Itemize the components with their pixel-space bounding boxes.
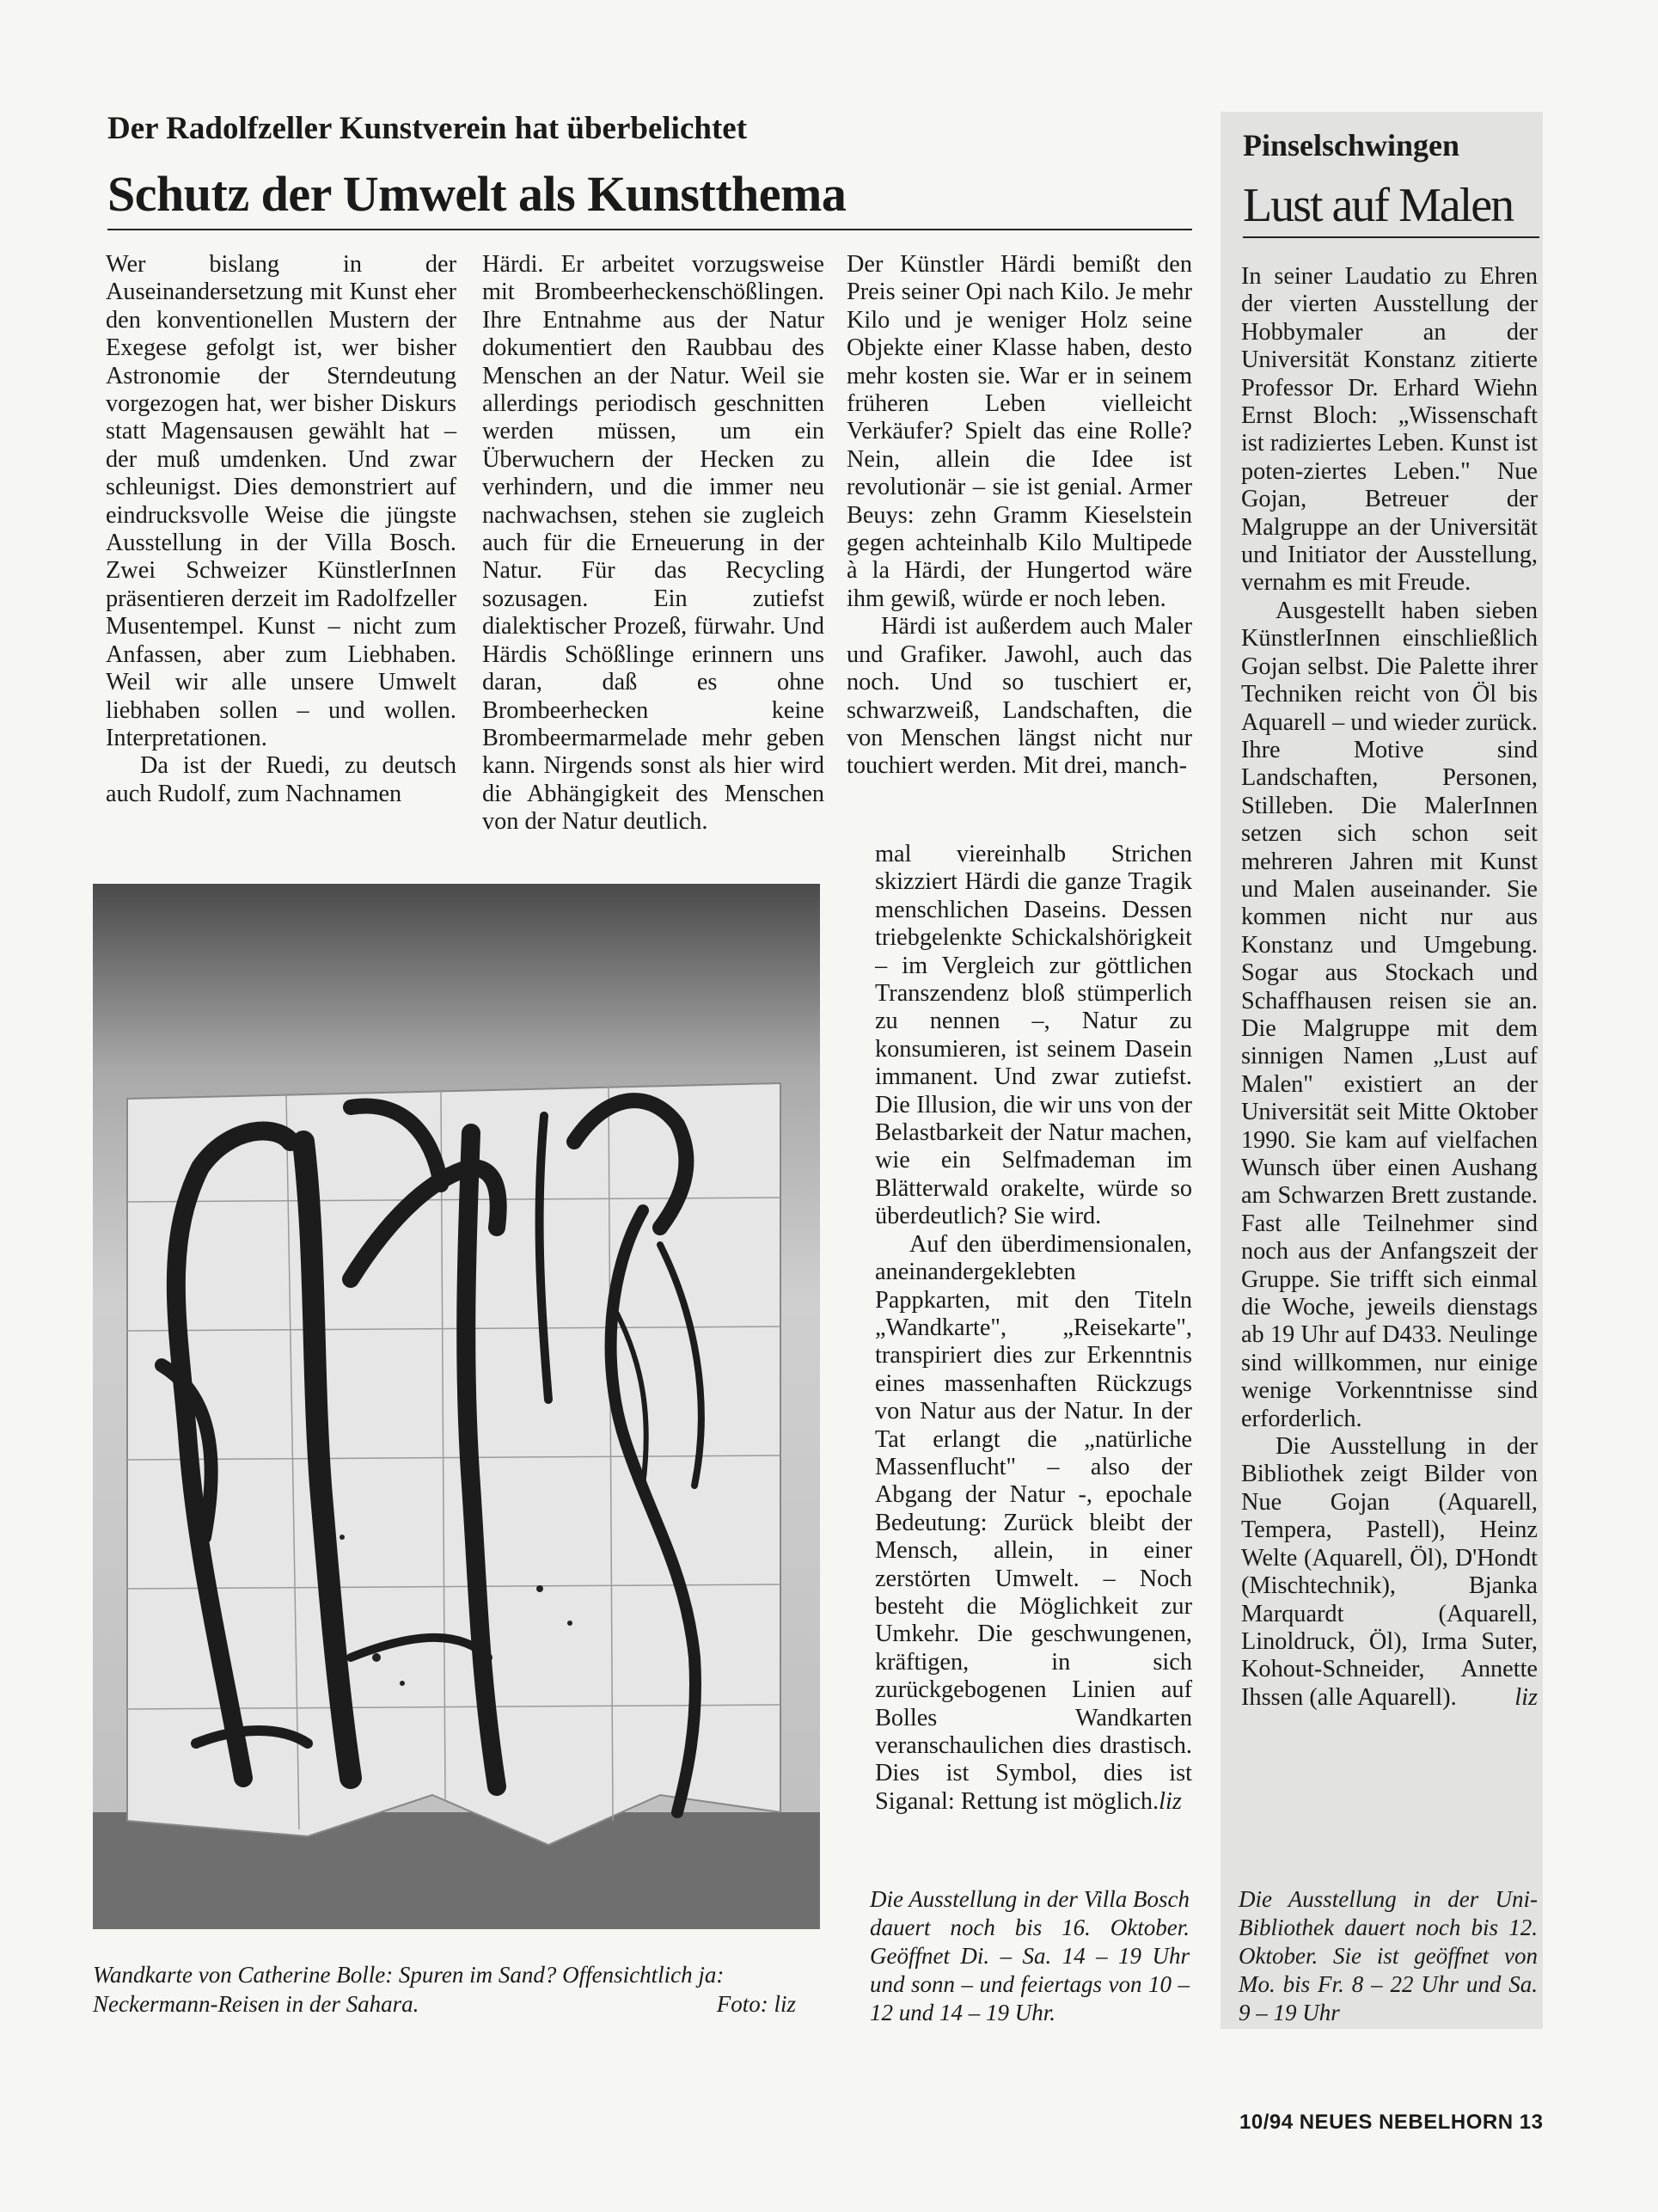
- paragraph: Härdi. Er arbeitet vorzugsweise mit Brombeerheckenschößlingen. Ihre Entnahme aus der Natur dokumentiert den Raubbau des Menschen an der Natur. Weil sie allerdings periodisch geschnitten werden müssen, um ein Überwuchern der Hecken zu verhindern, und die immer neu nachwachsen, stehen sie zugleich auch für die Erneuerung in der Natur. Für das Recycling sozusagen. Ein zutiefst dialektischer Prozeß, fürwahr. Und Härdis Schößlinge erinnern uns daran, daß es ohne Brombeerhecken keine Brombeermarmelade mehr geben kann. Nirgends sonst als hier wird die Abhängigkeit des Menschen von der Natur deutlich.: [482, 251, 824, 836]
- author-signature: liz: [1514, 1683, 1538, 1711]
- artwork-photo: [93, 884, 820, 1929]
- caption-line-2: [93, 1989, 820, 2019]
- paragraph: Ausgestellt haben sieben KünstlerInnen einschließlich Gojan selbst. Die Palette ihrer Techniken reicht von Öl bis Aquarell – und wieder zurück. Ihre Motive sind Landschaften, Personen, Stilleben. Die MalerInnen setzen sich schon seit mehreren Jahren mit Kunst und Malen auseinander. Sie kommen nicht nur aus Konstanz und Umgebung. Sogar aus Stockach und Schaffhausen reisen sie an. Die Malgruppe mit dem sinnigen Namen „Lust auf Malen" existiert an der Universität seit Mitte Oktober 1990. Sie kam auf vielfachen Wunsch über einen Aushang am Schwarzen Brett zustande. Fast alle Teilnehmer sind noch aus der Anfangszeit der Gruppe. Sie trifft sich einmal die Woche, jeweils dienstags ab 19 Uhr auf D433. Neulinge sind willkommen, nur einige wenige Vorkenntnisse sind erforderlich.: [1241, 597, 1538, 1432]
- article-column-3-continued: [875, 841, 1192, 1816]
- photo-caption: [93, 1960, 820, 2019]
- caption-text: Neckermann-Reisen in der Sahara.: [93, 1991, 419, 2017]
- sidebar-title: Lust auf Malen: [1243, 179, 1514, 232]
- caption-line: Wandkarte von Catherine Bolle: Spuren im Sand? Offensichtlich ja:: [93, 1962, 725, 1988]
- photo-credit: Foto: liz: [716, 1991, 796, 2017]
- article-column-1: [106, 251, 456, 808]
- page-footer: 10/94 NEUES NEBELHORN 13: [1239, 2111, 1544, 2134]
- article-headline: Schutz der Umwelt als Kunstthema: [107, 166, 847, 222]
- paragraph: In seiner Laudatio zu Ehren der vierten Ausstellung der Hobbymaler an der Universität Konstanz zitierte Professor Dr. Erhard Wiehn Ernst Bloch: „Wissenschaft ist radiziertes Leben. Kunst ist poten-ziertes Leben." Nue Gojan, Betreuer der Malgruppe an der Universität und Initiator der Ausstellung, vernahm es mit Freude.: [1241, 263, 1538, 597]
- article-column-2: [482, 251, 824, 836]
- paragraph: mal viereinhalb Strichen skizziert Härdi die ganze Tragik menschlichen Daseins. Dessen triebgelenkte Schickalshörigkeit – im Vergleich zur göttlichen Transzendenz bloß stümperlich zu nennen –, Natur zu konsumieren, ist seinem Dasein immanent. Und zwar zutiefst. Die Illusion, die wir uns von der Belastbarkeit der Natur machen, wie ein Selfmademan im Blätterwald orakelte, würde so überdeutlich? Sie wird.: [875, 841, 1192, 1230]
- exhibition-info-note: Die Ausstellung in der Villa Bosch dauert noch bis 16. Oktober. Geöffnet Di. – Sa. 14 – 19 Uhr und sonn – und feiertags von 10 – 12 und 14 – 19 Uhr.: [870, 1886, 1190, 2025]
- paragraph: [1241, 1433, 1538, 1712]
- headline-rule: [107, 229, 1192, 230]
- paragraph: Wer bislang in der Auseinandersetzung mit Kunst eher den konventionellen Mustern der Exegese gefolgt ist, wer bisher Astronomie der Sterndeutung vorgezogen hat, wer bisher Diskurs statt Magensausen gewählt hat – der muß umdenken. Und zwar schleunigst. Dies demonstriert auf eindrucksvolle Weise die jüngste Ausstellung in der Villa Bosch. Zwei Schweizer KünstlerInnen präsentieren derzeit im Radolfzeller Musentempel. Kunst – nicht zum Anfassen, aber zum Liebhaben. Weil wir alle unsere Umwelt liebhaben sollen – und wollen. Interpretationen.: [106, 251, 456, 751]
- sidebar-kicker: Pinselschwingen: [1243, 128, 1460, 162]
- paragraph-text: Auf den überdimensionalen, aneinandergeklebten Pappkarten, mit den Titeln „Wandkarte", „Reisekarte", transpiriert dies zur Erkenntnis eines massenhaften Rückzugs von Natur aus der Natur. In der Tat erlangt die „natürliche Massenflucht" – also der Abgang der Natur -, epochale Bedeutung: Zurück bleibt der Mensch, allein, in einer zerstörten Umwelt. – Noch besteht die Möglichkeit zur Umkehr. Die geschwungenen, kräftigen, in sich zurückgebogenen Linien auf Bolles Wandkarten veranschaulichen dies drastisch. Dies ist Symbol, dies ist Siganal: Rettung ist möglich.: [875, 1230, 1192, 1815]
- wall-map-artwork-image: [93, 884, 820, 1929]
- sidebar-info-note: Die Ausstellung in der Uni-Bibliothek dauert noch bis 12. Oktober. Sie ist geöffnet von Mo. bis Fr. 8 – 22 Uhr und Sa. 9 – 19 Uhr: [1239, 1886, 1538, 2025]
- article-kicker: Der Radolfzeller Kunstverein hat überbelichtet: [107, 111, 748, 146]
- paragraph-text: Die Ausstellung in der Bibliothek zeigt Bilder von Nue Gojan (Aquarell, Tempera, Pastell), Heinz Welte (Aquarell, Öl), D'Hondt (Mischtechnik), Bjanka Marquardt (Aquarell, Linoldruck, Öl), Irma Suter, Kohout-Schneider, Annette Ihssen (alle Aquarell).: [1241, 1433, 1538, 1711]
- paragraph: Härdi ist außerdem auch Maler und Grafiker. Jawohl, auch das noch. Und so tuschiert er, schwarzweiß, Landschaften, die von Menschen längst nicht nur touchiert werden. Mit drei, manch-: [847, 613, 1192, 780]
- paragraph: [875, 1231, 1192, 1817]
- author-signature: liz: [1159, 1787, 1182, 1815]
- paragraph: Da ist der Ruedi, zu deutsch auch Rudolf, zum Nachnamen: [106, 752, 456, 807]
- sidebar-column: [1241, 263, 1538, 1712]
- article-column-3: [847, 251, 1192, 781]
- sidebar-rule: [1243, 236, 1539, 238]
- paragraph: Der Künstler Härdi bemißt den Preis seiner Opi nach Kilo. Je mehr Kilo und je weniger Holz seine Objekte einer Klasse haben, desto mehr kosten sie. War er in seinem früheren Leben vielleicht Verkäufer? Spielt das eine Rolle? Nein, allein die Idee ist revolutionär – sie ist genial. Armer Beuys: zehn Gramm Kieselstein gegen achteinhalb Kilo Multipede à la Härdi, der Hungertod wäre ihm gewiß, würde er noch leben.: [847, 251, 1192, 612]
